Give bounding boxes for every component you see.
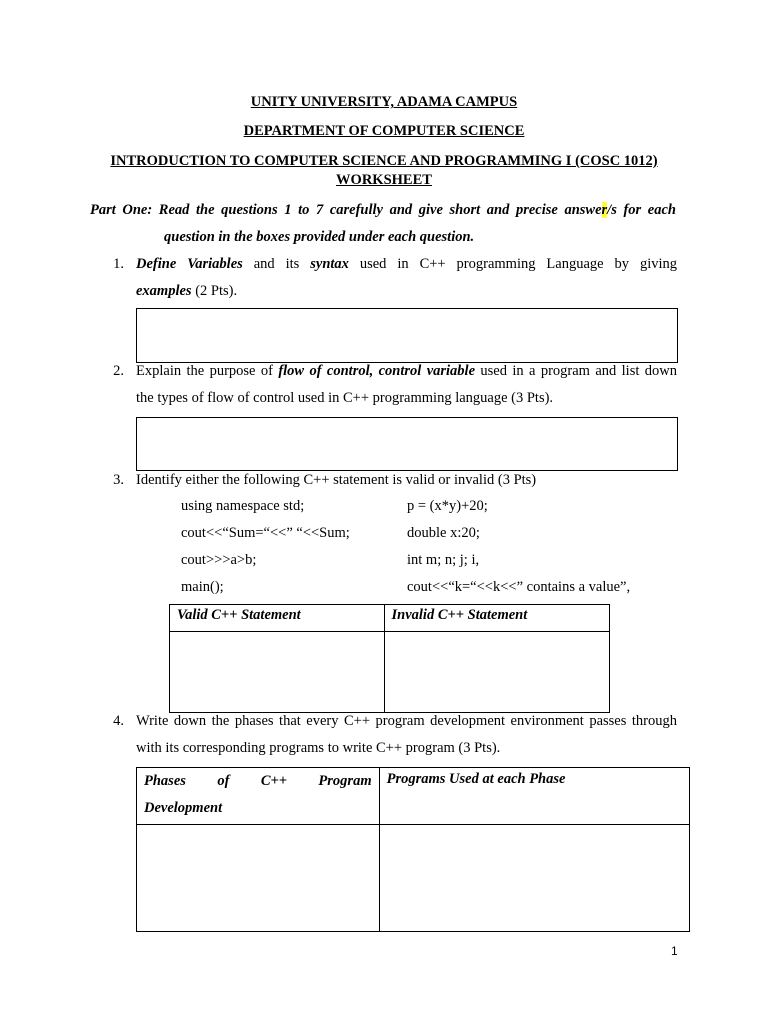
q3-statement: int m; n; j; i, bbox=[407, 552, 480, 568]
q3-statement: main(); bbox=[181, 579, 224, 595]
q3-statement: cout<<“k=“<<k<<” contains a value”, bbox=[407, 579, 631, 595]
page-number: 1 bbox=[671, 944, 678, 958]
q3-answer-table bbox=[169, 604, 610, 713]
q2-answer-box[interactable] bbox=[136, 417, 678, 471]
q3-valid-cell[interactable] bbox=[170, 632, 385, 713]
q1-text: Define Variables and its syntax used in C++ programming Language by giving bbox=[136, 256, 677, 272]
university-title: UNITY UNIVERSITY, ADAMA CAMPUS bbox=[250, 94, 518, 110]
q4-number: 4. bbox=[113, 713, 124, 729]
q2-text: Explain the purpose of flow of control, control variable used in a program and list down bbox=[136, 363, 677, 379]
q3-statement: double x:20; bbox=[407, 525, 480, 541]
q2-number: 2. bbox=[113, 363, 124, 379]
q4-text-cont: with its corresponding programs to write C++ program (3 Pts). bbox=[136, 740, 501, 756]
part-one-instructions: Part One: Read the questions 1 to 7 carefully and give short and precise answer/s for each bbox=[90, 202, 676, 218]
q3-header-invalid: Invalid C++ Statement bbox=[384, 605, 609, 632]
q1-number: 1. bbox=[113, 256, 124, 272]
q4-programs-cell[interactable] bbox=[379, 825, 689, 932]
department-title: DEPARTMENT OF COMPUTER SCIENCE bbox=[243, 123, 525, 139]
q2-text-cont: the types of flow of control used in C++ programming language (3 Pts). bbox=[136, 390, 554, 406]
q4-phases-cell[interactable] bbox=[137, 825, 380, 932]
q4-answer-table bbox=[136, 767, 690, 932]
course-title: INTRODUCTION TO COMPUTER SCIENCE AND PROGRAMMING I (COSC 1012) bbox=[110, 153, 658, 169]
q3-statement: p = (x*y)+20; bbox=[407, 498, 488, 514]
q3-statement: cout>>>a>b; bbox=[181, 552, 257, 568]
worksheet-title: WORKSHEET bbox=[336, 172, 432, 188]
q4-text: Write down the phases that every C++ program development environment passes through bbox=[136, 713, 677, 729]
q3-header-valid: Valid C++ Statement bbox=[170, 605, 385, 632]
q3-invalid-cell[interactable] bbox=[384, 632, 609, 713]
q4-header-phases: Phases of C++ Program Development bbox=[137, 768, 380, 825]
q3-number: 3. bbox=[113, 472, 124, 488]
q1-text-cont: examples (2 Pts). bbox=[136, 283, 238, 299]
q3-statement: cout<<“Sum=“<<” “<<Sum; bbox=[181, 525, 350, 541]
q3-text: Identify either the following C++ statement is valid or invalid (3 Pts) bbox=[136, 472, 537, 488]
q4-header-programs: Programs Used at each Phase bbox=[379, 768, 689, 825]
part-one-instructions-cont: question in the boxes provided under each question. bbox=[164, 229, 475, 245]
q1-answer-box[interactable] bbox=[136, 308, 678, 363]
q3-statement: using namespace std; bbox=[181, 498, 305, 514]
